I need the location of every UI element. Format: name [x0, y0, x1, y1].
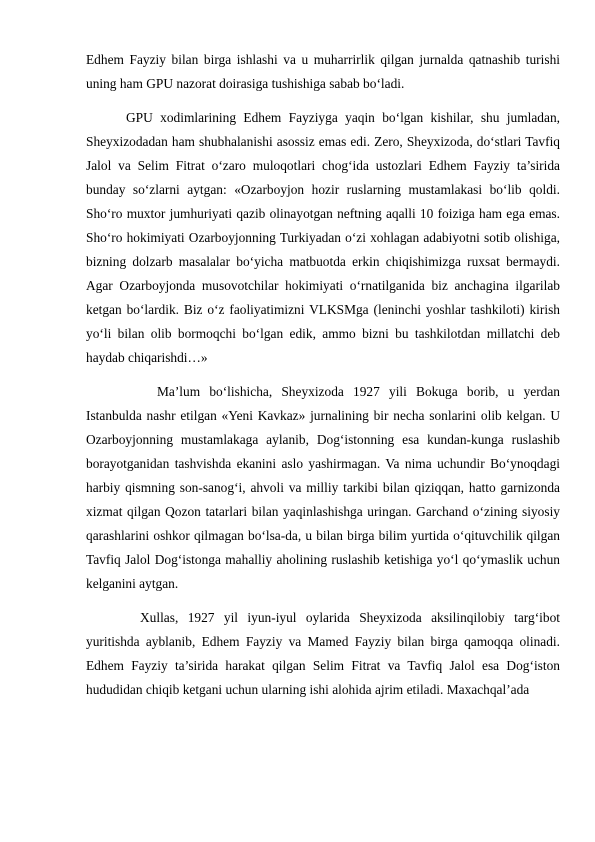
paragraph-1: Edhem Fayziy bilan birga ishlashi va u muharrirlik qilgan jurnalda qatnashib turishi uning ham GPU nazorat doirasiga tushishiga sabab bo‘ladi.: [86, 52, 560, 91]
paragraph-3: Ma’lum bo‘lishicha, Sheyxizoda 1927 yili Bokuga borib, u yerdan Istanbulda nashr etilgan «Yeni Kavkaz» jurnalining bir necha sonlarini olib kelgan. U Ozarboyjonning mustamlakaga aylanib, Dog‘istonning esa kundan-kunga ruslashib borayotganidan tashvishda ekanini aslo yashirmagan. Va nima uchundir Bo‘ynoqdagi harbiy qismning son-sanog‘i, ahvoli va milliy tarkibi bilan qiziqqan, hatto garnizonda xizmat qilgan Qozon tatarlari bilan yaqinlashishga uringan. Garchand o‘zining siyosiy qarashlarini oshkor qilmagan bo‘lsa-da, u bilan birga bilim yurtida o‘qituvchilik qilgan Tavfiq Jalol Dog‘istonga mahalliy aholining ruslashib ketishiga yo‘l qo‘ymaslik uchun kelganini aytgan.: [86, 384, 560, 591]
paragraph-4: Xullas, 1927 yil iyun-iyul oylarida Sheyxizoda aksilinqilobiy targ‘ibot yuritishda ayblanib, Edhem Fayziy va Mamed Fayziy bilan birga qamoqqa olinadi. Edhem Fayziy ta’sirida harakat qilgan Selim Fitrat va Tavfiq Jalol esa Dog‘iston hududidan chiqib ketgani uchun ularning ishi alohida ajrim etiladi. Maxachqal’ada: [86, 610, 560, 697]
document-page: [86, 48, 560, 702]
paragraph-2: GPU xodimlarining Edhem Fayziyga yaqin bo‘lgan kishilar, shu jumladan, Sheyxizodadan ham shubhalanishi asossiz emas edi. Zero, Sheyxizoda, do‘stlari Tavfiq Jalol va Selim Fitrat o‘zaro muloqotlari chog‘ida ustozlari Edhem Fayziy ta’sirida bunday so‘zlarni aytgan: «Ozarboyjon hozir ruslarning mustamlakasi bo‘lib qoldi. Sho‘ro muxtor jumhuriyati qazib olinayotgan neftning aqalli 10 foiziga ham ega emas. Sho‘ro hokimiyati Ozarboyjonning Turkiyadan o‘zi xohlagan adabiyotni sotib olishiga, bizning dolzarb masalalar bo‘yicha matbuotda erkin chiqishimizga ruxsat bermaydi. Agar Ozarboyjonda musovotchilar hokimiyati o‘rnatilganida biz anchagina ilgarilab ketgan bo‘lardik. Biz o‘z faoliyatimizni VLKSMga (leninchi yoshlar tashkiloti) kirish yo‘li bilan olib bormoqchi bo‘lgan edik, ammo bizni bu tashkilotdan millatchi deb haydab chiqarishdi…»: [86, 110, 560, 365]
